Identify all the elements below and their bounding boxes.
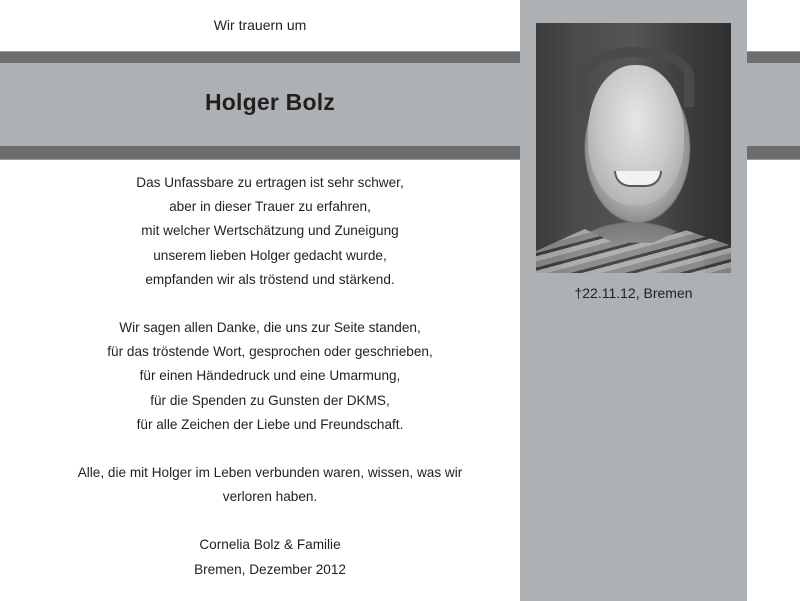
photo-shirt — [536, 218, 731, 273]
text-line: für alle Zeichen der Liebe und Freundschaft. — [136, 416, 404, 432]
text-line: mit welcher Wertschätzung und Zuneigung — [141, 223, 399, 239]
thank-you-text — [40, 171, 500, 582]
text-line: Das Unfassbare zu ertragen ist sehr schwer, — [136, 175, 404, 190]
text-line: unserem lieben Holger gedacht wurde, — [153, 247, 387, 263]
text-line: für das tröstende Wort, gesprochen oder geschrieben, — [107, 344, 433, 360]
text-line: verloren haben. — [222, 489, 318, 505]
text-line: aber in dieser Trauer zu erfahren, — [169, 199, 371, 215]
paragraph-gratitude — [40, 171, 500, 292]
paragraph-thanks — [40, 316, 500, 437]
text-line: Wir sagen allen Danke, die uns zur Seite standen, — [119, 320, 421, 336]
paragraph-closing — [40, 461, 500, 509]
text-line: für einen Händedruck und eine Umarmung, — [139, 368, 401, 384]
text-line: für die Spenden zu Gunsten der DKMS, — [150, 392, 390, 408]
intro-text: Wir trauern um — [213, 17, 307, 33]
text-line: Alle, die mit Holger im Leben verbunden waren, wissen, was wir — [77, 465, 463, 481]
portrait-photo — [536, 23, 731, 273]
signature-place-date: Bremen, Dezember 2012 — [194, 561, 346, 577]
signature — [40, 533, 500, 581]
deceased-name: Holger Bolz — [205, 89, 335, 115]
text-line: empfanden wir als tröstend und stärkend. — [145, 271, 395, 287]
death-date-place: †22.11.12, Bremen — [574, 285, 693, 301]
signature-name: Cornelia Bolz & Familie — [199, 537, 341, 553]
photo-column — [520, 0, 747, 601]
